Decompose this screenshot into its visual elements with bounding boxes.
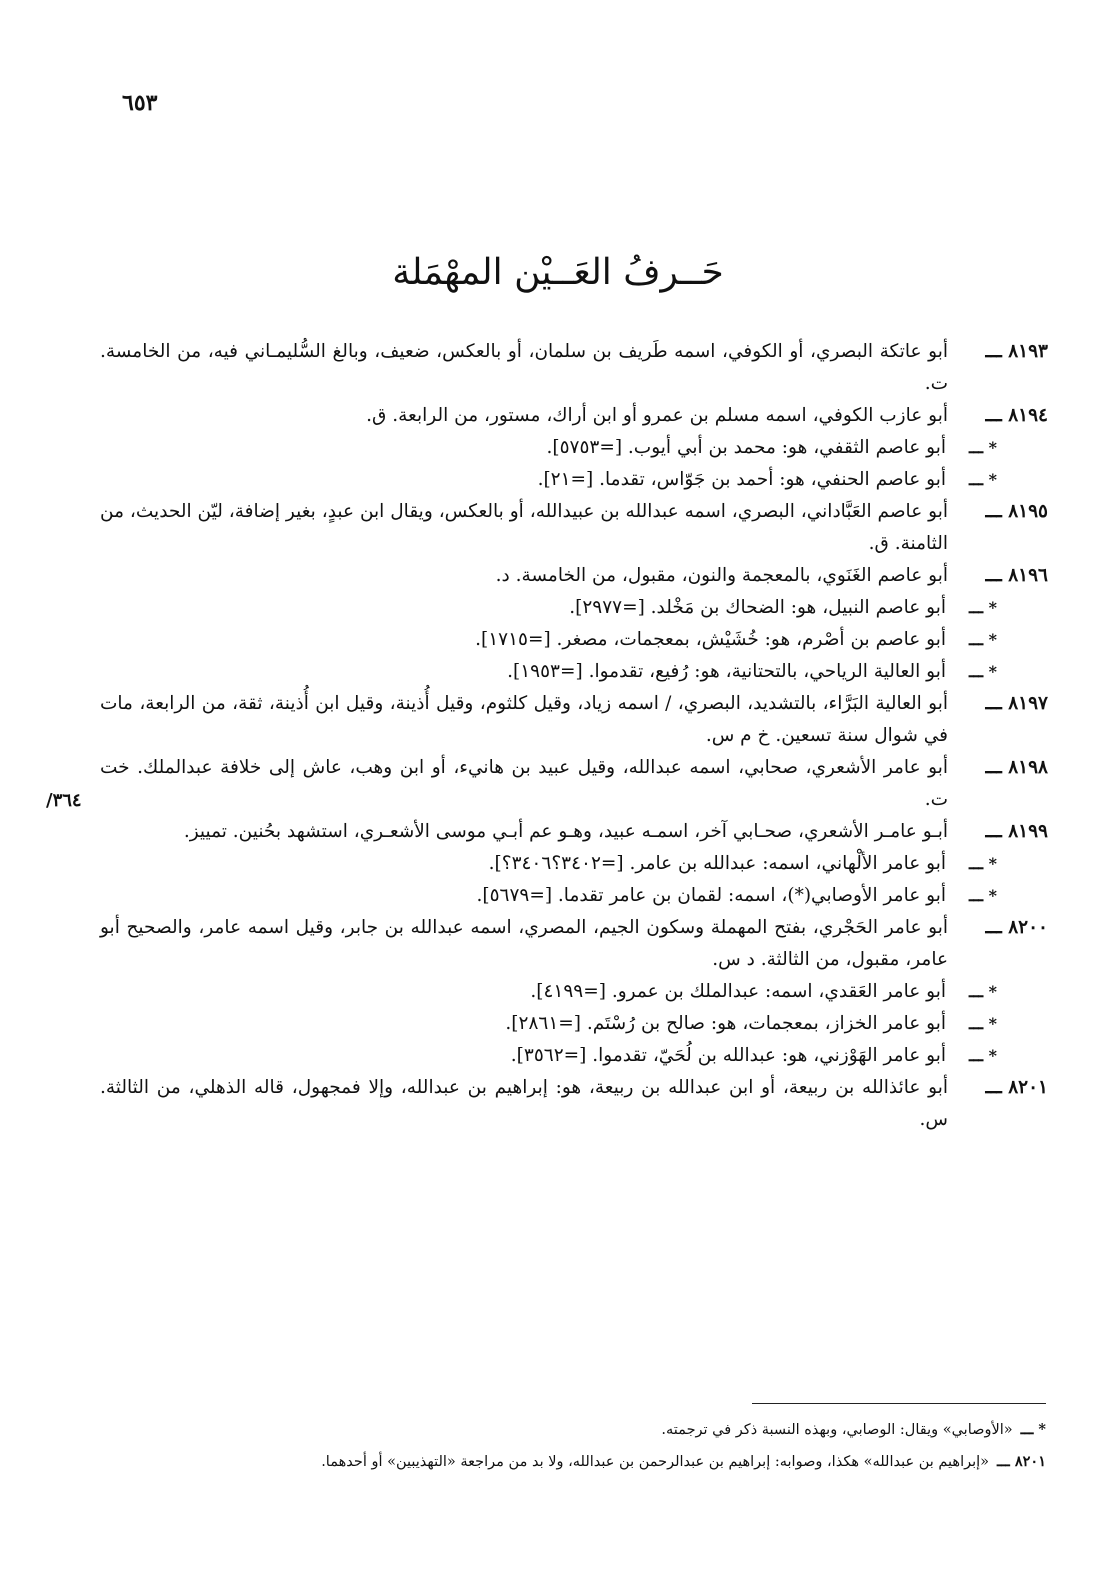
entry-number: ٨١٩٥ ـــ: [985, 501, 1048, 522]
entry-number: ٨١٩٦ ـــ: [985, 565, 1048, 586]
chapter-title: حَــرفُ العَــيْن المهْمَلة: [392, 252, 724, 293]
entry-number: * ـــ: [969, 1014, 997, 1033]
entry-text: أبو عاصم الغَنَوي، بالمعجمة والنون، مقبول، من الخامسة. د.: [495, 565, 948, 586]
entry-number: ٨١٩٤ ـــ: [985, 405, 1048, 426]
entry-number: * ـــ: [969, 854, 997, 873]
biography-entry: [100, 336, 1048, 400]
entry-text: أبو عاصم العَبَّاداني، البصري، اسمه عبدالله بن عبيدالله، أو بالعكس، ويقال ابن عبدٍ، بغير إضافة، ليّن الحديث، من الثامنة. ق.: [100, 501, 948, 554]
biography-entry: [100, 912, 1048, 976]
footnote-text: «إبراهيم بن عبدالله» هكذا، وصوابه: إبراهيم بن عبدالرحمن بن عبدالله، ولا بد من مراجعة «التهذيبين» أو أحدهما.: [321, 1454, 990, 1470]
biography-entry: [100, 752, 1048, 816]
footnote-marker: * ـــ: [1020, 1421, 1046, 1438]
entry-text: أبو العالية الرياحي، بالتحتانية، هو: رُفيع، تقدموا. [=١٩٥٣].: [507, 661, 946, 682]
cross-reference-entry: [100, 1008, 1048, 1040]
entry-text: أبو عاصم الثقفي، هو: محمد بن أبي أيوب. [=٥٧٥٣].: [546, 437, 946, 458]
entry-number: ٨١٩٨ ـــ: [985, 757, 1048, 778]
entry-text: أبو عامر العَقدي، اسمه: عبدالملك بن عمرو. [=٤١٩٩].: [530, 981, 946, 1002]
entry-number: ٨١٩٩ ـــ: [985, 821, 1048, 842]
biography-entry: [100, 1072, 1048, 1136]
entry-text: أبـو عامـر الأشعري، صحـابي آخر، اسمـه عبيد، وهـو عم أبـي موسى الأشعـري، استشهد بحُنين. تمييز.: [183, 821, 948, 842]
cross-reference-entry: [100, 656, 1048, 688]
entry-text: أبو عائذالله بن ربيعة، أو ابن عبدالله بن ربيعة، هو: إبراهيم بن عبدالله، وإلا فمجهول، قاله الذهلي، من الثالثة. س.: [100, 1077, 948, 1130]
entry-text: أبو عامر الأوصابي(*)، اسمه: لقمان بن عامر تقدما. [=٥٦٧٩].: [476, 885, 946, 906]
entry-text: أبو عامر الأشعري، صحابي، اسمه عبدالله، وقيل عبيد بن هانيء، أو ابن وهب، عاش إلى خلافة عبدالملك. خت ت.: [100, 757, 948, 810]
entry-list: [100, 336, 1048, 1136]
entry-text: أبو العالية البَرَّاء، بالتشديد، البصري، / اسمه زياد، وقيل كلثوم، وقيل أُذينة، وقيل ابن أُذينة، ثقة، من الرابعة، مات في شوال سنة تسعين. خ م س.: [100, 693, 948, 746]
cross-reference-entry: [100, 464, 1048, 496]
cross-reference-entry: [100, 592, 1048, 624]
footnote-separator: [752, 1403, 1046, 1404]
entry-number: * ـــ: [969, 470, 997, 489]
biography-entry: [100, 400, 1048, 432]
entry-number: * ـــ: [969, 598, 997, 617]
entry-number: ٨١٩٧ ـــ: [985, 693, 1048, 714]
entry-number: * ـــ: [969, 438, 997, 457]
entry-text: أبو عاصم بن أصْرم، هو: خُشَيْش، بمعجمات، مصغر. [=١٧١٥].: [475, 629, 946, 650]
entry-text: أبو عامر الهَوْزني، هو: عبدالله بن لُحَيّ، تقدموا. [=٣٥٦٢].: [510, 1045, 946, 1066]
cross-reference-entry: [100, 848, 1048, 880]
entry-number: ٨٢٠١ ـــ: [985, 1077, 1048, 1098]
entry-number: * ـــ: [969, 886, 997, 905]
entry-text: أبو عاصم الحنفي، هو: أحمد بن جَوّاس، تقدما. [=٢١].: [537, 469, 946, 490]
entry-text: أبو عامر الألْهاني، اسمه: عبدالله بن عامر. [=٣٤٠٢؟٣٤٠٦؟].: [488, 853, 946, 874]
footnote-list: [140, 1414, 1046, 1478]
page-number: ٦٥٣: [122, 90, 158, 116]
entry-text: أبو عازب الكوفي، اسمه مسلم بن عمرو أو ابن أراك، مستور، من الرابعة. ق.: [366, 405, 948, 426]
entry-number: * ـــ: [969, 662, 997, 681]
entry-number: ٨٢٠٠ ـــ: [985, 917, 1048, 938]
cross-reference-entry: [100, 880, 1048, 912]
entry-text: أبو عاتكة البصري، أو الكوفي، اسمه طَريف بن سلمان، أو بالعكس، ضعيف، وبالغ السُّليمـاني فيه، من الخامسة. ت.: [100, 341, 948, 394]
entry-text: أبو عامر الحَجْري، بفتح المهملة وسكون الجيم، المصري، اسمه عبدالله بن جابر، وقيل اسمه عامر، والصحيح أبو عامر، مقبول، من الثالثة. د س.: [100, 917, 948, 970]
entry-number: * ـــ: [969, 982, 997, 1001]
margin-page-reference: ٣٦٤/: [46, 790, 82, 811]
footnote-marker: ٨٢٠١ ـــ: [997, 1453, 1046, 1470]
biography-entry: [100, 816, 1048, 848]
entry-text: أبو عامر الخزاز، بمعجمات، هو: صالح بن رُسْتَم. [=٢٨٦١].: [505, 1013, 946, 1034]
cross-reference-entry: [100, 624, 1048, 656]
footnote: [140, 1414, 1046, 1446]
biography-entry: [100, 496, 1048, 560]
footnote: [140, 1446, 1046, 1478]
cross-reference-entry: [100, 1040, 1048, 1072]
entry-text: أبو عاصم النبيل، هو: الضحاك بن مَخْلد. [=٢٩٧٧].: [569, 597, 946, 618]
biography-entry: [100, 688, 1048, 752]
entry-number: * ـــ: [969, 630, 997, 649]
footnote-text: «الأوصابي» ويقال: الوصابي، وبهذه النسبة ذكر في ترجمته.: [661, 1422, 1013, 1438]
entry-number: ٨١٩٣ ـــ: [985, 341, 1048, 362]
cross-reference-entry: [100, 432, 1048, 464]
entry-number: * ـــ: [969, 1046, 997, 1065]
biography-entry: [100, 560, 1048, 592]
cross-reference-entry: [100, 976, 1048, 1008]
